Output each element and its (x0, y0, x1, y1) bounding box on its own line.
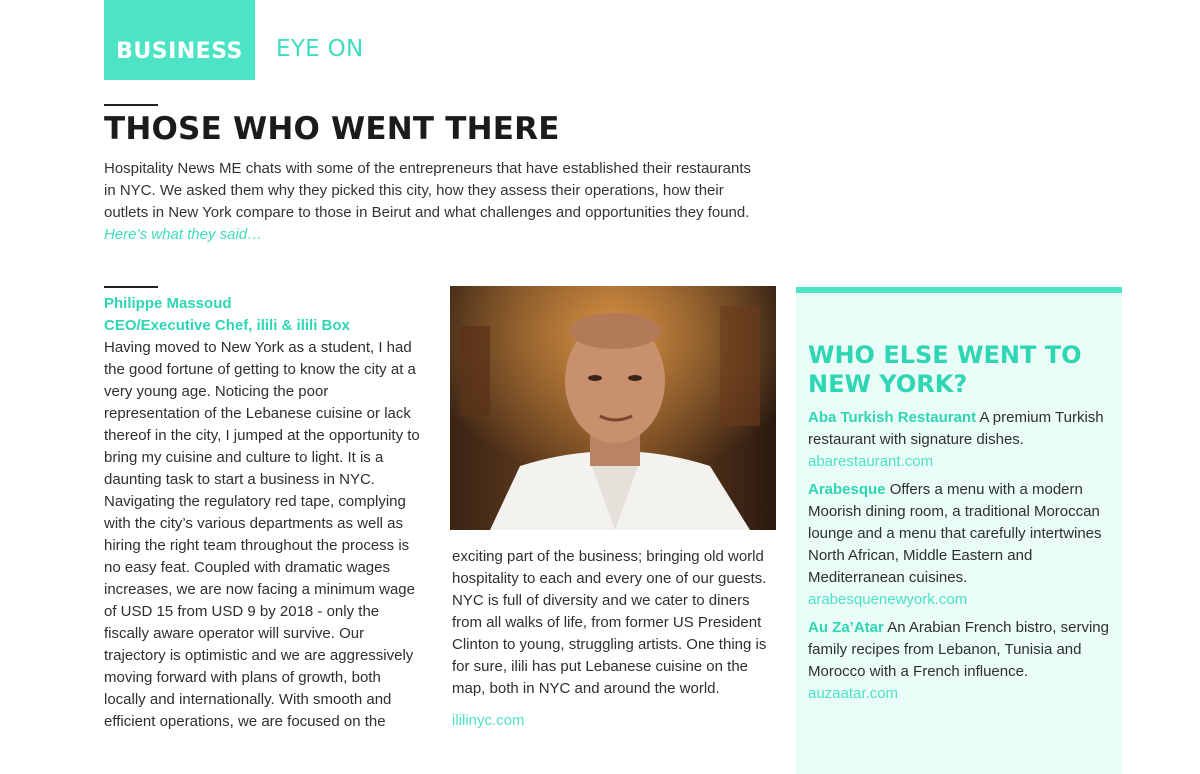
chef-portrait-photo (450, 286, 776, 530)
portrait-illustration (450, 286, 776, 530)
entry-description: Offers a menu with a modern Moorish dining room, a traditional Moroccan lounge and a menu that carefully intertwines North African, Middle Eastern and Mediterranean cuisines. (808, 481, 1102, 586)
profile-rule (104, 286, 158, 288)
intro-text: Hospitality News ME chats with some of the entrepreneurs that have established their restaurants in NYC. We asked them why they picked this city, how they assess their operations, how their outlets in New York compare to those in Beirut and what challenges and opportunities they found. (104, 160, 751, 221)
article-title: THOSE WHO WENT THERE (104, 111, 560, 147)
profile-body-part2: exciting part of the business; bringing old world hospitality to each and every one of our guests. NYC is full of diversity and we cater to diners from all walks of life, from former US President Clinton to young, struggling artists. One thing is for sure, ilili has put Lebanese cuisine on the map, both in NYC and around the world. (452, 548, 767, 697)
entry-url-link[interactable]: arabesquenewyork.com (808, 591, 968, 608)
profile-body-part1: Having moved to New York as a student, I had the good fortune of getting to know the city at a very young age. Noticing the poor representation of the Lebanese cuisine or lack thereof in the city, I jumped at the opportunity to bring my cuisine and culture to light. It is a daunting task to start a business in NYC. Navigating the regulatory red tape, complying with the city’s various departments as well as hiring the right team throughout the process is no easy feat. Coupled with dramatic wages increases, we are now facing a minimum wage of USD 15 from USD 9 by 2018 - only the fiscally aware operator will survive. Our trajectory is optimistic and we are aggressively moving forward with plans of growth, both locally and internationally. With smooth and efficient operations, we are focused on the (104, 339, 420, 730)
sidebar-entry (808, 407, 1110, 473)
entry-name: Aba Turkish Restaurant (808, 409, 977, 426)
title-rule (104, 104, 158, 106)
section-subtitle: EYE ON (276, 36, 364, 62)
profile-column-2 (452, 546, 768, 732)
entry-description: A premium Turkish restaurant with signature dishes. (808, 409, 1104, 448)
entry-name: Arabesque (808, 481, 886, 498)
entry-url-link[interactable]: auzaatar.com (808, 685, 899, 702)
profile-role: CEO/Executive Chef, ilili & ilili Box (104, 317, 350, 334)
profile-name: Philippe Massoud (104, 295, 232, 312)
entry-url-link[interactable]: abarestaurant.com (808, 453, 934, 470)
sidebar-title: WHO ELSE WENT TO NEW YORK? (808, 341, 1082, 398)
article-intro (104, 158, 764, 246)
profile-column-1 (104, 293, 426, 733)
intro-teaser: Here’s what they said… (104, 226, 263, 243)
sidebar-entry (808, 479, 1110, 611)
sidebar-entry (808, 617, 1110, 705)
profile-website-link[interactable]: ililinyc.com (452, 712, 525, 729)
entry-description: An Arabian French bistro, serving family recipes from Lebanon, Tunisia and Morocco with a French influence. (808, 619, 1109, 680)
section-tab: BUSINESS (104, 0, 255, 80)
sidebar-who-else (796, 287, 1122, 774)
entry-name: Au Za’Atar (808, 619, 884, 636)
